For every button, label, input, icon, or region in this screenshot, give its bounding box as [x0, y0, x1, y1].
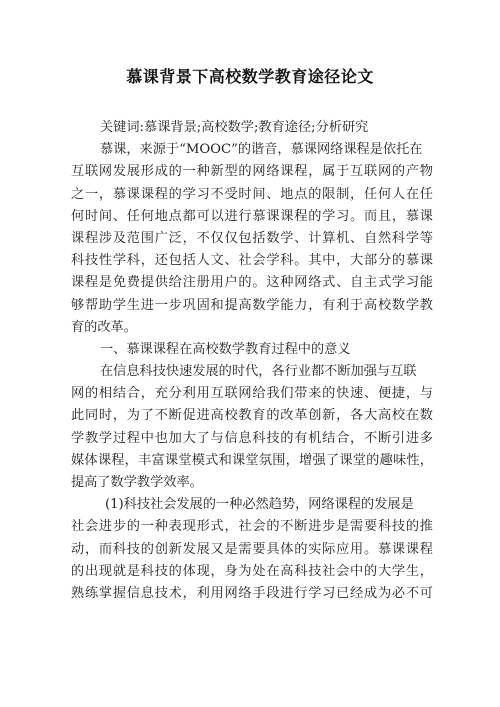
- paragraph-line: 之一，慕课课程的学习不受时间、地点的限制，任何人在任: [71, 186, 433, 202]
- paragraph-line: 提高了数学教学效率。: [71, 475, 203, 490]
- paragraph-line: 媒体课程，丰富课堂模式和课堂氛围，增强了课堂的趣味性，: [71, 452, 433, 468]
- paragraph-line: 在信息科技快速发展的时代，各行业都不断加强与互联: [100, 364, 417, 380]
- paragraph-line: 课程是免费提供给注册用户的。这种网络式、自主式学习能: [71, 275, 433, 291]
- paragraph-line: 社会进步的一种表现形式，社会的不断进步是需要科技的推: [71, 519, 433, 535]
- document-title: 慕课背景下高校数学教育途径论文: [126, 67, 374, 86]
- paragraph-line: 此同时，为了不断促进高校教育的改革创新，各大高校在数: [71, 408, 433, 424]
- paragraph-line: 何时间、任何地点都可以进行慕课课程的学习。而且，慕课: [71, 208, 433, 224]
- paragraph-line: 慕课，来源于“MOOC”的谐音，慕课网络课程是依托在: [100, 142, 423, 158]
- keywords-line: 关键词:慕课背景;高校数学;教育途径;分析研究: [100, 120, 369, 135]
- paragraph-line: 育的改革。: [71, 319, 137, 335]
- paragraph-line: 互联网发展形成的一种新型的网络课程，属于互联网的产物: [71, 164, 433, 180]
- paragraph-line: 动，而科技的创新发展又是需要具体的实际应用。慕课课程: [71, 541, 433, 557]
- paragraph-line: 网的相结合，充分利用互联网给我们带来的快速、便捷，与: [71, 386, 433, 402]
- paragraph-line: 的出现就是科技的体现，身为处在高科技社会中的大学生，: [71, 563, 433, 579]
- paragraph-line: (1)科技社会发展的一种必然趋势，网络课程的发展是: [105, 497, 414, 513]
- paragraph-line: 学教学过程中也加大了与信息科技的有机结合，不断引进多: [71, 430, 433, 446]
- document-body: [71, 117, 433, 605]
- paragraph-line: 熟练掌握信息技术，利用网络手段进行学习已经成为必不可: [71, 585, 433, 601]
- section-heading: 一、慕课课程在高校数学教育过程中的意义: [100, 341, 351, 357]
- paragraph-line: 课程涉及范围广泛，不仅仅包括数学、计算机、自然科学等: [71, 230, 433, 246]
- paragraph-line: 科技性学科，还包括人文、社会学科。其中，大部分的慕课: [71, 253, 433, 269]
- paragraph-line: 够帮助学生进一步巩固和提高数学能力，有利于高校数学教: [71, 297, 433, 313]
